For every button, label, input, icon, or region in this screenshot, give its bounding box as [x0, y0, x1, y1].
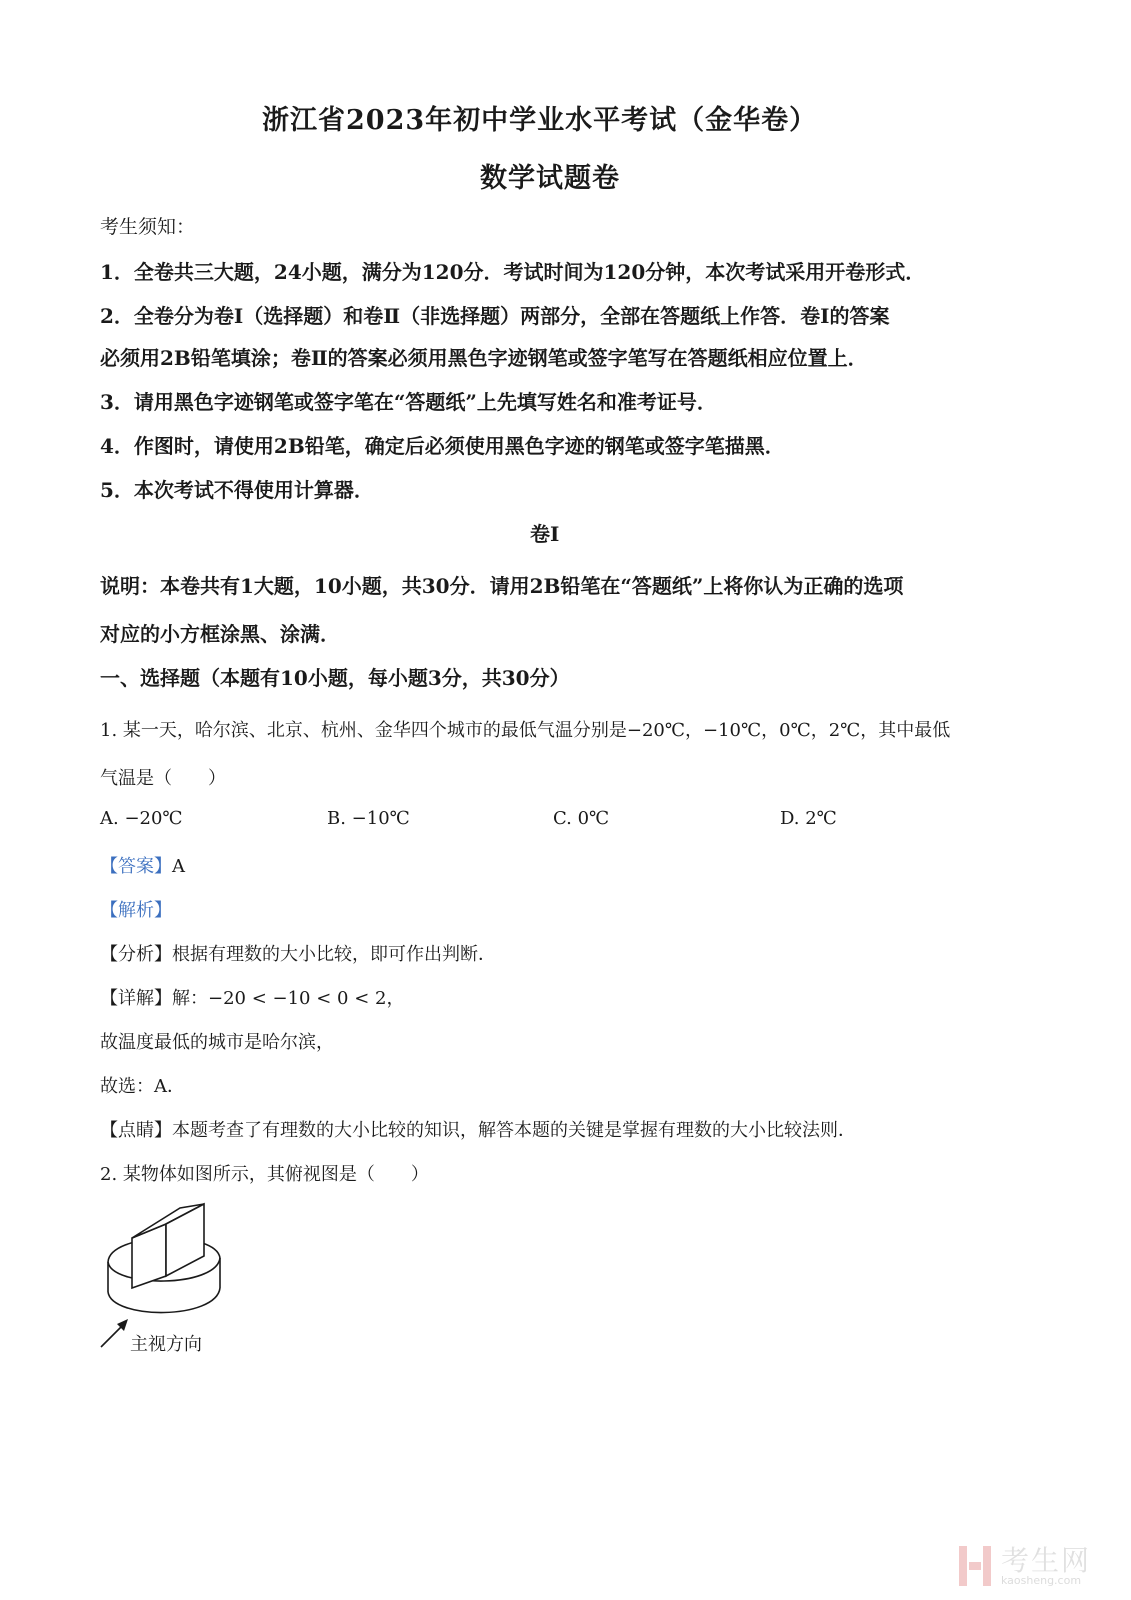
- q1-option-a: A. −20℃: [100, 808, 183, 829]
- watermark-text: 考生网: [1000, 1543, 1091, 1577]
- answer-value: A: [172, 856, 185, 877]
- analysis-tag: 【解析】: [100, 900, 172, 921]
- volume-title: 卷Ⅰ: [530, 522, 560, 546]
- block-shape: [132, 1204, 204, 1288]
- q1-xiangjie: 【详解】解：−20 < −10 < 0 < 2，: [100, 988, 405, 1009]
- notice-item-2-cont: 必须用2B铅笔填涂；卷Ⅱ的答案必须用黑色字迹钢笔或签字笔写在答题纸相应位置上．: [100, 346, 868, 370]
- figure-caption: 主视方向: [130, 1334, 202, 1355]
- q2-stem: 2. 某物体如图所示，其俯视图是（ ）: [100, 1164, 429, 1185]
- watermark-url: kaosheng.com: [1000, 1573, 1082, 1587]
- q1-answer-row: [100, 852, 185, 878]
- part-title: 一、选择题（本题有10小题，每小题3分，共30分）: [100, 666, 570, 690]
- q1-fenxi: 【分析】根据有理数的大小比较，即可作出判断．: [100, 944, 496, 965]
- arrow-icon: [98, 1316, 132, 1350]
- q1-stem-line2: 气温是（ ）: [100, 768, 226, 789]
- q1-stem-line1: 1. 某一天，哈尔滨、北京、杭州、金华四个城市的最低气温分别是−20℃，−10℃，0℃，2℃，其中最低: [100, 720, 951, 741]
- q1-option-b: B. −10℃: [327, 808, 410, 829]
- section-explain-2: 对应的小方框涂黑、涂满．: [100, 622, 340, 646]
- notice-item-2: 2．全卷分为卷Ⅰ（选择题）和卷Ⅱ（非选择题）两部分，全部在答题纸上作答．卷Ⅰ的答案: [100, 304, 890, 328]
- watermark: [957, 1544, 1091, 1588]
- q1-option-d: D. 2℃: [780, 808, 837, 829]
- answer-tag: 【答案】: [100, 856, 172, 877]
- notice-heading: 考生须知：: [100, 216, 196, 238]
- exam-subtitle: 数学试题卷: [480, 163, 620, 194]
- exam-title: 浙江省2023年初中学业水平考试（金华卷）: [262, 105, 818, 136]
- q1-choice: 故选：A．: [100, 1076, 185, 1097]
- watermark-logo-icon: [957, 1544, 993, 1588]
- q1-option-c: C. 0℃: [553, 808, 610, 829]
- section-explain-1: 说明：本卷共有1大题，10小题，共30分．请用2B铅笔在“答题纸”上将你认为正确的选项: [100, 574, 904, 598]
- notice-item-5: 5．本次考试不得使用计算器．: [100, 478, 374, 502]
- notice-item-3: 3．请用黑色字迹钢笔或签字笔在“答题纸”上先填写姓名和准考证号．: [100, 390, 717, 414]
- notice-item-4: 4．作图时，请使用2B铅笔，确定后必须使用黑色字迹的钢笔或签字笔描黑．: [100, 434, 785, 458]
- q1-conclusion: 故温度最低的城市是哈尔滨，: [100, 1032, 334, 1053]
- notice-item-1: 1．全卷共三大题，24小题，满分为120分．考试时间为120分钟，本次考试采用开卷形式．: [100, 260, 926, 284]
- q1-dianjing: 【点睛】本题考查了有理数的大小比较的知识，解答本题的关键是掌握有理数的大小比较法则．: [100, 1120, 856, 1141]
